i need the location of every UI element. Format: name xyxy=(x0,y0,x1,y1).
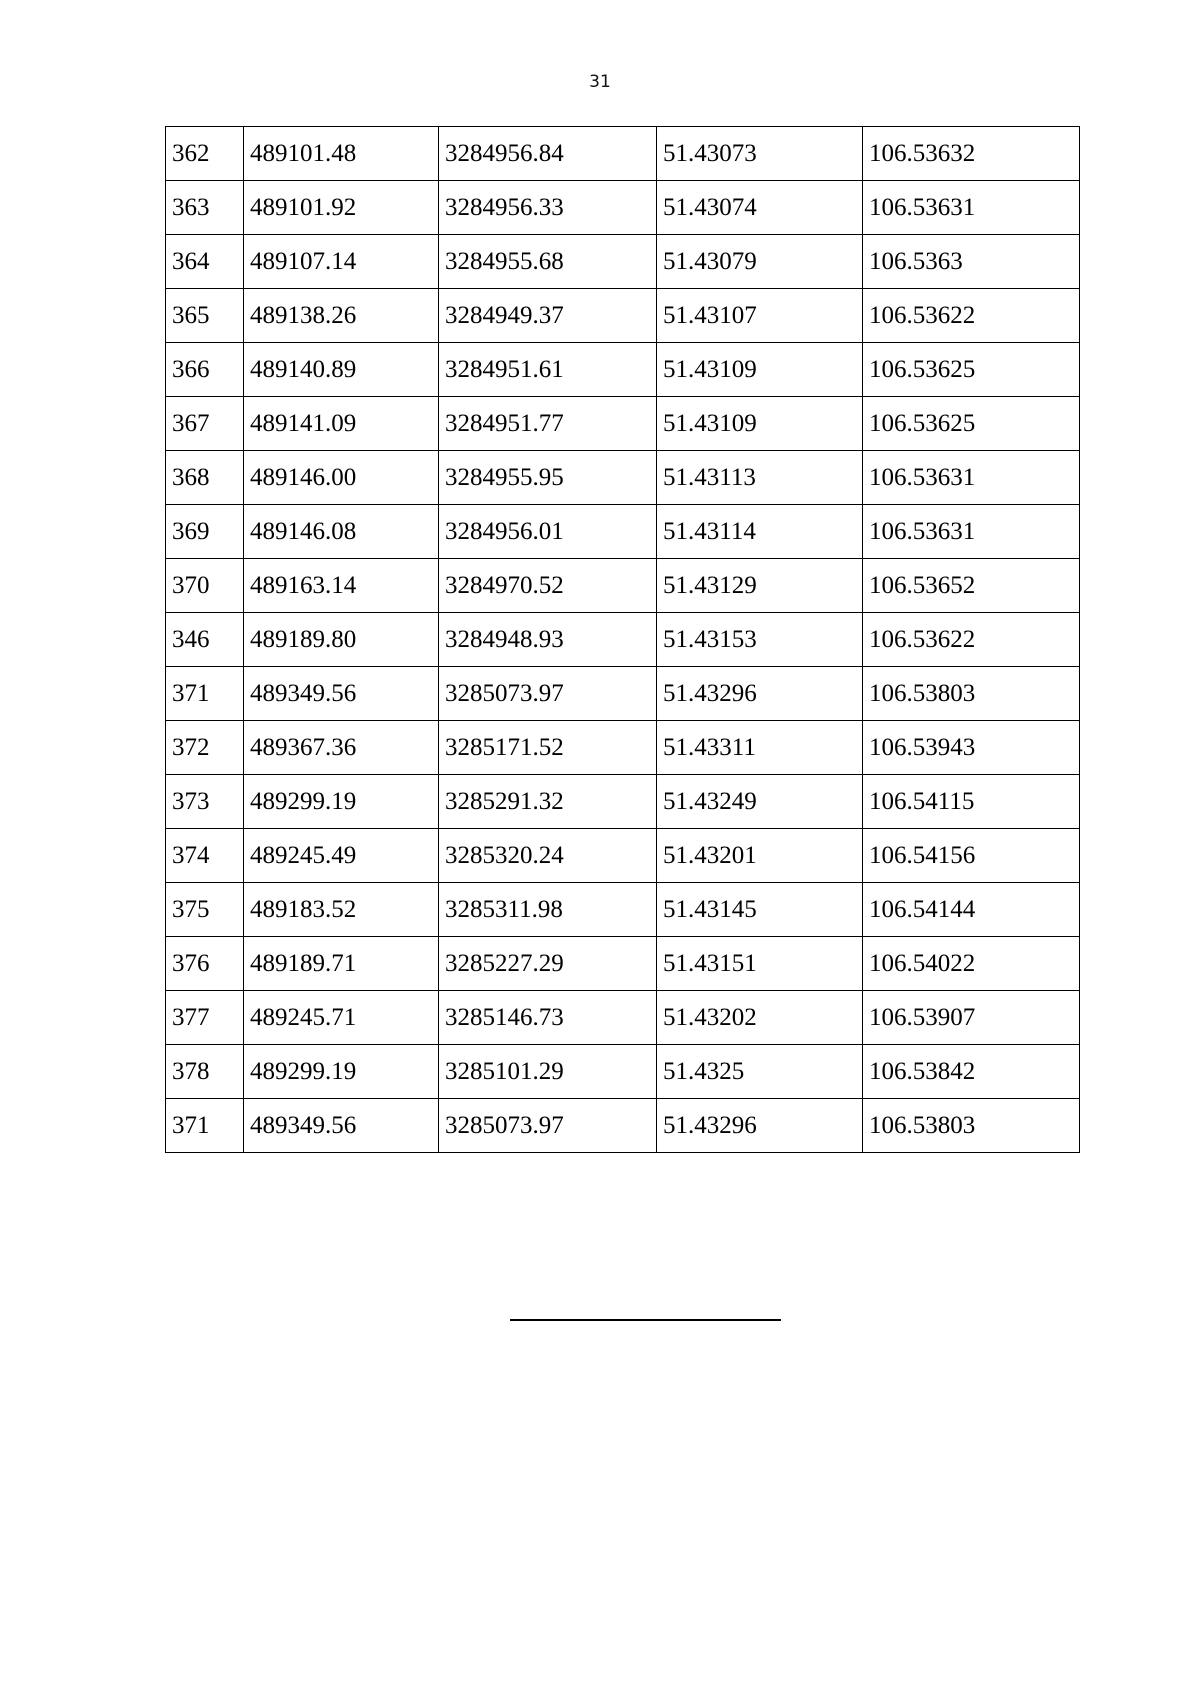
coordinates-table xyxy=(165,126,1080,1153)
table-row xyxy=(166,235,1080,289)
latitude-cell: 51.43145 xyxy=(657,883,863,937)
x-coordinate-cell: 489349.56 xyxy=(244,1099,439,1153)
x-coordinate-cell: 489189.71 xyxy=(244,937,439,991)
coordinates-table-body xyxy=(166,127,1080,1153)
point-number-cell: 375 xyxy=(166,883,244,937)
point-number-cell: 366 xyxy=(166,343,244,397)
table-row xyxy=(166,613,1080,667)
y-coordinate-cell: 3284951.61 xyxy=(439,343,657,397)
table-row xyxy=(166,127,1080,181)
table-row xyxy=(166,505,1080,559)
longitude-cell: 106.53632 xyxy=(863,127,1080,181)
table-row xyxy=(166,721,1080,775)
table-row xyxy=(166,775,1080,829)
x-coordinate-cell: 489146.08 xyxy=(244,505,439,559)
latitude-cell: 51.43074 xyxy=(657,181,863,235)
latitude-cell: 51.43109 xyxy=(657,343,863,397)
point-number-cell: 372 xyxy=(166,721,244,775)
y-coordinate-cell: 3284949.37 xyxy=(439,289,657,343)
y-coordinate-cell: 3284956.33 xyxy=(439,181,657,235)
x-coordinate-cell: 489163.14 xyxy=(244,559,439,613)
point-number-cell: 362 xyxy=(166,127,244,181)
point-number-cell: 368 xyxy=(166,451,244,505)
longitude-cell: 106.53622 xyxy=(863,613,1080,667)
longitude-cell: 106.53631 xyxy=(863,451,1080,505)
table-row xyxy=(166,289,1080,343)
longitude-cell: 106.53943 xyxy=(863,721,1080,775)
y-coordinate-cell: 3285320.24 xyxy=(439,829,657,883)
longitude-cell: 106.53652 xyxy=(863,559,1080,613)
x-coordinate-cell: 489107.14 xyxy=(244,235,439,289)
page-number: 31 xyxy=(589,72,611,92)
table-row xyxy=(166,451,1080,505)
y-coordinate-cell: 3285311.98 xyxy=(439,883,657,937)
x-coordinate-cell: 489101.92 xyxy=(244,181,439,235)
table-row xyxy=(166,991,1080,1045)
latitude-cell: 51.43296 xyxy=(657,667,863,721)
latitude-cell: 51.43109 xyxy=(657,397,863,451)
y-coordinate-cell: 3285073.97 xyxy=(439,667,657,721)
table-row xyxy=(166,883,1080,937)
y-coordinate-cell: 3284951.77 xyxy=(439,397,657,451)
longitude-cell: 106.53803 xyxy=(863,1099,1080,1153)
x-coordinate-cell: 489245.71 xyxy=(244,991,439,1045)
x-coordinate-cell: 489146.00 xyxy=(244,451,439,505)
longitude-cell: 106.53622 xyxy=(863,289,1080,343)
point-number-cell: 374 xyxy=(166,829,244,883)
longitude-cell: 106.53625 xyxy=(863,397,1080,451)
latitude-cell: 51.43079 xyxy=(657,235,863,289)
x-coordinate-cell: 489299.19 xyxy=(244,775,439,829)
longitude-cell: 106.53803 xyxy=(863,667,1080,721)
x-coordinate-cell: 489245.49 xyxy=(244,829,439,883)
longitude-cell: 106.53631 xyxy=(863,505,1080,559)
x-coordinate-cell: 489349.56 xyxy=(244,667,439,721)
latitude-cell: 51.43296 xyxy=(657,1099,863,1153)
point-number-cell: 370 xyxy=(166,559,244,613)
latitude-cell: 51.43311 xyxy=(657,721,863,775)
latitude-cell: 51.43153 xyxy=(657,613,863,667)
x-coordinate-cell: 489183.52 xyxy=(244,883,439,937)
x-coordinate-cell: 489138.26 xyxy=(244,289,439,343)
table-row xyxy=(166,343,1080,397)
table-row xyxy=(166,1045,1080,1099)
latitude-cell: 51.43107 xyxy=(657,289,863,343)
longitude-cell: 106.54156 xyxy=(863,829,1080,883)
point-number-cell: 367 xyxy=(166,397,244,451)
point-number-cell: 373 xyxy=(166,775,244,829)
x-coordinate-cell: 489140.89 xyxy=(244,343,439,397)
longitude-cell: 106.54115 xyxy=(863,775,1080,829)
longitude-cell: 106.53625 xyxy=(863,343,1080,397)
y-coordinate-cell: 3285227.29 xyxy=(439,937,657,991)
y-coordinate-cell: 3284948.93 xyxy=(439,613,657,667)
point-number-cell: 376 xyxy=(166,937,244,991)
table-row xyxy=(166,667,1080,721)
table-row xyxy=(166,397,1080,451)
longitude-cell: 106.53631 xyxy=(863,181,1080,235)
latitude-cell: 51.43249 xyxy=(657,775,863,829)
x-coordinate-cell: 489189.80 xyxy=(244,613,439,667)
y-coordinate-cell: 3284956.84 xyxy=(439,127,657,181)
point-number-cell: 378 xyxy=(166,1045,244,1099)
point-number-cell: 364 xyxy=(166,235,244,289)
latitude-cell: 51.43114 xyxy=(657,505,863,559)
y-coordinate-cell: 3285146.73 xyxy=(439,991,657,1045)
table-row xyxy=(166,1099,1080,1153)
table-row xyxy=(166,937,1080,991)
longitude-cell: 106.54144 xyxy=(863,883,1080,937)
latitude-cell: 51.43202 xyxy=(657,991,863,1045)
point-number-cell: 346 xyxy=(166,613,244,667)
latitude-cell: 51.4325 xyxy=(657,1045,863,1099)
table-row xyxy=(166,829,1080,883)
point-number-cell: 371 xyxy=(166,667,244,721)
latitude-cell: 51.43129 xyxy=(657,559,863,613)
point-number-cell: 365 xyxy=(166,289,244,343)
y-coordinate-cell: 3284955.68 xyxy=(439,235,657,289)
table-row xyxy=(166,559,1080,613)
x-coordinate-cell: 489367.36 xyxy=(244,721,439,775)
y-coordinate-cell: 3285171.52 xyxy=(439,721,657,775)
longitude-cell: 106.53907 xyxy=(863,991,1080,1045)
y-coordinate-cell: 3284955.95 xyxy=(439,451,657,505)
latitude-cell: 51.43073 xyxy=(657,127,863,181)
y-coordinate-cell: 3284956.01 xyxy=(439,505,657,559)
point-number-cell: 369 xyxy=(166,505,244,559)
point-number-cell: 371 xyxy=(166,1099,244,1153)
latitude-cell: 51.43113 xyxy=(657,451,863,505)
y-coordinate-cell: 3284970.52 xyxy=(439,559,657,613)
end-of-document-rule xyxy=(510,1319,781,1321)
point-number-cell: 377 xyxy=(166,991,244,1045)
longitude-cell: 106.54022 xyxy=(863,937,1080,991)
point-number-cell: 363 xyxy=(166,181,244,235)
table-row xyxy=(166,181,1080,235)
y-coordinate-cell: 3285291.32 xyxy=(439,775,657,829)
x-coordinate-cell: 489101.48 xyxy=(244,127,439,181)
latitude-cell: 51.43151 xyxy=(657,937,863,991)
x-coordinate-cell: 489299.19 xyxy=(244,1045,439,1099)
longitude-cell: 106.53842 xyxy=(863,1045,1080,1099)
y-coordinate-cell: 3285101.29 xyxy=(439,1045,657,1099)
x-coordinate-cell: 489141.09 xyxy=(244,397,439,451)
longitude-cell: 106.5363 xyxy=(863,235,1080,289)
y-coordinate-cell: 3285073.97 xyxy=(439,1099,657,1153)
latitude-cell: 51.43201 xyxy=(657,829,863,883)
